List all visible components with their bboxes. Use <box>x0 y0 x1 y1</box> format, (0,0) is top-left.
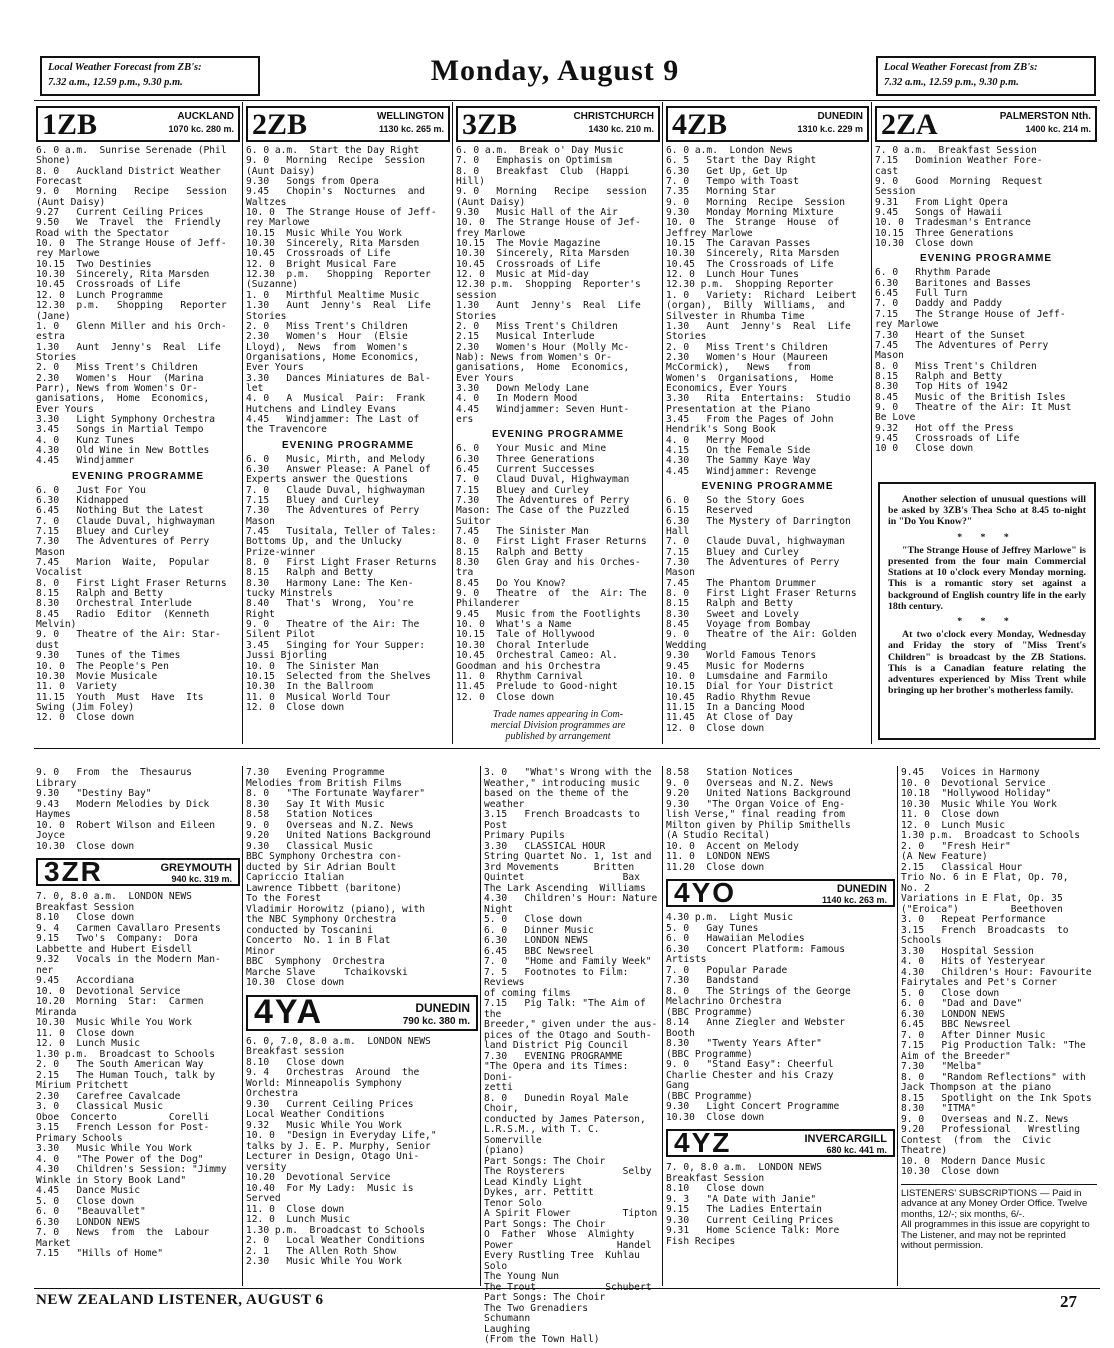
evening-schedule: 6. 0 Rhythm Parade 6.30 Baritones and Basses 6.45 Full Turn 7. 0 Daddy and Paddy 7.15 The Strange House of Jeff- rey Marlowe 7.30 Heart of the Sunset 7.45 The Adventures of Perry Mason 8. 0 Miss Trent's Children 8.15 Ralph and Betty 8.30 Top Hits of 1942 8.45 Music of the British Isles 9. 0 Theatre of the Air: It Must Be Love 9.32 Hot off the Press 9.45 Crossroads of Life 10 0 Close down <box>875 267 1072 455</box>
station-column-2za <box>875 106 1097 476</box>
station-frequency: 1430 kc. 210 m. <box>588 124 654 134</box>
weather-title: Local Weather Forecast from ZB's: <box>48 62 202 73</box>
day-schedule: 7. 0 a.m. Breakfast Session 7.15 Dominion Weather Fore- cast 9. 0 Good Morning Request Session 9.31 From Light Opera 9.45 Songs of Hawaii 10. 0 Tradesman's Entrance 10.15 Three Generations 10.30 Close down <box>875 145 1043 250</box>
station-header <box>36 106 240 142</box>
feature-paragraph: Another selection of unusual questions will be asked by 3ZB's Thea Scho at 8.45 to-night in "Do You Know?" <box>888 494 1086 528</box>
station-header-4ya <box>246 992 478 1031</box>
station-header <box>246 106 450 142</box>
evening-heading: EVENING PROGRAMME <box>491 429 624 441</box>
station-header-3zr <box>36 858 240 886</box>
station-callsign: 4ZB <box>672 108 728 141</box>
station-header <box>456 106 660 142</box>
station-header <box>875 106 1097 142</box>
station-column-4zb <box>666 106 869 746</box>
station-city: CHRISTCHURCH <box>573 111 654 122</box>
day-schedule: 6. 0 a.m. London News 6. 5 Start the Day Right 6.30 Get Up, Get Up 7. 0 Tempo with Toast 7.35 Morning Star 9. 0 Morning Recipe Session 9.30 Monday Morning Mixture 10. 0 The Strange House of Jeffrey Marlowe 10.15 The Caravan Passes 10.30 Sincerely, Rita Marsden 10.45 The Crossroads of Life 12. 0 Lunch Hour Tunes 12.30 p.m. Shopping Reporter 1. 0 Variety: Richard Leibert (organ), Billy Williams, and Silvester in Rhumba Time 1.30 Aunt Jenny's Real Life Stories 2. 0 Miss Trent's Children 2.30 Women's Hour (Maureen McCormick), News from Women's Organisations, Home Economics, Ever Yours 3.30 Rita Entertains: Studio Presentation at the Piano 3.45 From the Pages of John Hendrik's Song Book 4. 0 Merry Mood 4.15 On the Female Side 4.30 The Sammy Kaye Way 4.45 Windjammer: Revenge <box>666 145 857 477</box>
station-city: AUCKLAND <box>177 111 234 122</box>
lower-column-2 <box>246 768 478 1286</box>
evening-schedule: 6. 0 Music, Mirth, and Melody 6.30 Answer Please: A Panel of Experts answer the Questions 7. 0 Claude Duval, highwayman 7.15 Bluey and Curley 7.30 The Adventures of Perry Mason 7.45 Tusitala, Teller of Tales: Bottoms Up, and the Unlucky Prize-winner 8. 0 First Light Fraser Returns 8.15 Ralph and Betty 8.30 Harmony Lane: The Ken- tucky Minstrels 8.40 That's Wrong, You're Right 9. 0 Theatre of the Air: The Silent Pilot 3.45 Singing for Your Supper: Jussi Bjorling 10. 0 The Sinister Man 10.15 Selected from the Shelves 10.30 In the Ballroom 11. 0 Musical World Tour 12. 0 Close down <box>246 453 437 713</box>
station-frequency: 1310 k.c. 229 m <box>797 124 863 134</box>
page-number: 27 <box>1060 1292 1077 1311</box>
station-callsign: 3ZB <box>462 108 518 141</box>
weather-title: Local Weather Forecast from ZB's: <box>884 62 1038 73</box>
weather-times: 7.32 a.m., 12.59 p.m., 9.30 p.m. <box>884 77 1019 88</box>
page-title: Monday, August 9 <box>430 54 680 87</box>
weather-box-right <box>876 56 1096 96</box>
station-city: DUNEDIN <box>836 883 887 895</box>
station-city: GREYMOUTH <box>160 862 232 874</box>
station-frequency: 1400 kc. 214 m. <box>1025 124 1091 134</box>
station-callsign: 1ZB <box>42 108 98 141</box>
schedule-block: 7. 0, 8.0 a.m. LONDON NEWS Breakfast Session 8.10 Close down 9. 4 Carmen Cavallaro Presents 9.15 Two's Company: Dora Labbette and Hubert Eisdell 9.32 Vocals in the Modern Man- ner 9.45 Accordiana 10. 0 Devotional Service 10.20 Morning Star: Carmen Miranda 10.30 Music While You Work 11. 0 Close down 12. 0 Lunch Music 1.30 p.m. Broadcast to Schools 2. 0 The South American Way 2.15 The Human Touch, talk by Mirium Pritchett 2.30 Carefree Cavalcade 3. 0 Classical Music Oboe Concerto Corelli 3.15 French Lesson for Post- Primary Schools 3.30 Music While You Work 4. 0 "The Power of the Dog" 4.30 Children's Session: "Jimmy Winkle in Story Book Land" 4.45 Dance Music 5. 0 Close down 6. 0 "Beauvallet" 6.30 LONDON NEWS 7. 0 News from the Labour Market 7.15 "Hills of Home" <box>36 891 227 1259</box>
schedule-block: 3. 0 "What's Wrong with the Weather," introducing music based on the theme of the weather 3.15 French Broadcasts to Post Primary Pupils 3.30 CLASSICAL HOUR String Quartet No. 1, 1st and 3rd Movements Britten Quintet Bax The Lark Ascending Williams 4.30 Children's Hour: Nature Night 5. 0 Close down 6. 0 Dinner Music 6.30 LONDON NEWS 6.45 BBC Newsreel 7. 0 "Home and Family Week" 7. 5 Footnotes to Film: Reviews of coming films 7.15 Pig Talk: "The Aim of the Breeder," given under the aus- pices of the Otago and South- land District Pig Council 7.30 EVENING PROGRAMME "The Opera and its Times: Doni- zetti 8. 0 Dunedin Royal Male Choir, conducted by James Paterson, L.R.S.M., with T. C. Somerville (piano) Part Songs: The Choir The Roysterers Selby Lead Kindly Light Dykes, arr. Pettitt Tenor Solo A Spirit Flower Tipton Part Songs: The Choir O Father Whose Almighty Power Handel Every Rustling Tree Kuhlau Solo The Young Nun The Trout Schubert Part Songs: The Choir The Two Grenadiers Schumann Laughing (From the Town Hall) <box>484 767 658 1345</box>
station-frequency: 1070 kc. 280 m. <box>168 124 234 134</box>
schedule-block: 8.58 Station Notices 9. 0 Overseas and N.Z. News 9.20 United Nations Background 9.30 "The Organ Voice of Eng- lish Verse," final reading from Milton given by Philip Smithells (A Studio Recital) 10. 0 Accent on Melody 11. 0 LONDON NEWS 11.20 Close down <box>666 767 851 873</box>
schedule-block: 9.45 Voices in Harmony 10. 0 Devotional Service 10.18 "Hollywood Holiday" 10.30 Music While You Work 11. 0 Close down 12. 0 Lunch Music 1.30 p.m. Broadcast to Schools 2. 0 "Fresh Heir" (A New Feature) 2.15 Classical Hour Trio No. 6 in E Flat, Op. 70, No. 2 Variations in E Flat, Op. 35 ("Eroica") Beethoven 3. 0 Repeat Performance 3.15 French Broadcasts to Schools 3.30 Hospital Session 4. 0 Hits of Yesteryear 4.30 Children's Hour: Favourite Fairytales and Pet's Corner 5. 0 Close down 6. 0 "Dad and Dave" 6.30 LONDON NEWS 6.45 BBC Newsreel 7. 0 After Dinner Music 7.15 Pig Production Talk: "The Aim of the Breeder" 7.30 "Melba" 8. 0 "Random Reflections" with Jack Thompson at the piano 8.15 Spotlight on the Ink Spots 8.30 "ITMA" 9. 0 Overseas and N.Z. News 9.20 Professional Wrestling Contest (from the Civic Theatre) 10. 0 Modern Dance Music 10.30 Close down <box>901 767 1092 1177</box>
feature-paragraph: At two o'clock every Monday, Wednesday and Friday the story of "Miss Trent's Children" is broadcast by the ZB Stations. This is a Canadian feature relating the adventures experienced by Miss Trent while bringing up her brother's motherless family. <box>888 629 1086 697</box>
station-column-1zb <box>36 106 240 746</box>
day-schedule: 6. 0 a.m. Sunrise Serenade (Phil Shone) 8. 0 Auckland District Weather Forecast 9. 0 Morning Recipe Session (Aunt Daisy) 9.27 Current Ceiling Prices 9.50 We Travel the Friendly Road with the Spectator 10. 0 The Strange House of Jeff- rey Marlowe 10.15 Two Destinies 10.30 Sincerely, Rita Marsden 10.45 Crossroads of Life 12. 0 Lunch Programme 12.30 p.m. Shopping Reporter (Jane) 1. 0 Glenn Miller and his Orch- estra 1.30 Aunt Jenny's Real Life Stories 2. 0 Miss Trent's Children 2.30 Women's Hour (Marina Parr), News from Women's Or- ganisations, Home Economics, Ever Yours 3.30 Light Symphony Orchestra 3.45 Songs in Martial Tempo 4. 0 Kunz Tunes 4.30 Old Wine in New Bottles 4.45 Windjammer <box>36 145 227 467</box>
station-callsign: 4YO <box>674 877 737 908</box>
station-city: WELLINGTON <box>376 111 444 122</box>
evening-schedule: 6. 0 Just For You 6.30 Kidnapped 6.45 Nothing But the Latest 7. 0 Claude Duval, highwayman 7.15 Bluey and Curley 7.30 The Adventures of Perry Mason 7.45 Marion Waite, Popular Vocalist 8. 0 First Light Fraser Returns 8.15 Ralph and Betty 8.30 Orchestral Interlude 8.45 Radio Editor (Kenneth Melvin) 9. 0 Theatre of the Air: Star- dust 9.30 Tunes of the Times 10. 0 The People's Pen 10.30 Movie Musicale 11. 0 Variety 11.15 Youth Must Have Its Swing (Jim Foley) 12. 0 Close down <box>36 484 227 724</box>
lower-column-1 <box>36 768 240 1286</box>
evening-heading: EVENING PROGRAMME <box>71 470 204 482</box>
evening-schedule: 6. 0 Your Music and Mine 6.30 Three Generations 6.45 Current Successes 7. 0 Claud Duval, Highwayman 7.15 Bluey and Curley 7.30 The Adventures of Perry Mason: The Case of the Puzzled Suitor 7.45 The Sinister Man 8. 0 First Light Fraser Returns 8.15 Ralph and Betty 8.30 Glen Gray and his Orches- tra 8.45 Do You Know? 9. 0 Theatre of the Air: The Philanderer 9.45 Music from the Footlights 10. 0 What's a Name 10.15 Tale of Hollywood 10.30 Choral Interlude 10.45 Orchestral Cameo: Al. Goodman and his Orchestra 11. 0 Rhythm Carnival 11.45 Prelude to Good-night 12. 0 Close down <box>456 443 647 703</box>
schedule-block: 6. 0, 7.0, 8.0 a.m. LONDON NEWS Breakfast session 8.10 Close down 9. 4 Orchestras Around the World: Minneapolis Symphony Orchestra 9.30 Current Ceiling Prices Local Weather Conditions 9.32 Music While You Work 10. 0 "Design in Everyday Life," talks by J. E. P. Murphy, Senior Lecturer in Design, Otago Uni- versity 10.20 Devotional Service 10.40 For My Lady: Music is Served 11. 0 Close down 12. 0 Lunch Music 1.30 p.m. Broadcast to Schools 2. 0 Local Weather Conditions 2. 1 The Allen Roth Show 2.30 Music While You Work <box>246 1035 437 1267</box>
evening-schedule: 6. 0 So the Story Goes 6.15 Reserved 6.30 The Mystery of Darrington Hall 7. 0 Claude Duval, highwayman 7.15 Bluey and Curley 7.30 The Adventures of Perry Mason 7.45 The Phantom Drummer 8. 0 First Light Fraser Returns 8.15 Ralph and Betty 8.30 Sweet and Lovely 8.45 Voyage from Bombay 9. 0 Theatre of the Air: Golden Wedding 9.30 World Famous Tenors 9.45 Music for Moderns 10. 0 Lumsdaine and Farmilo 10.15 Dial for Your District 10.45 Radio Rhythm Revue 11.15 In a Dancing Mood 11.45 At Close of Day 12. 0 Close down <box>666 495 857 734</box>
subscriptions-notice: LISTENERS' SUBSCRIPTIONS — Paid in advance at any Money Order Office. Twelve months, 12/-; six months, 6/-. All programmes in this issue are copyright to The Listener, and may not be reprinted without permission. <box>901 1187 1090 1251</box>
star-divider: * * * <box>957 616 1017 628</box>
station-column-2zb <box>246 106 450 746</box>
schedule-block: 7.30 Evening Programme Melodies from British Films 8. 0 "The Fortunate Wayfarer" 8.30 Say It With Music 8.58 Station Notices 9. 0 Overseas and N.Z. News 9.20 United Nations Background 9.30 Classical Music BBC Symphony Orchestra con- ducted by Sir Adrian Boult Capriccio Italian Lawrence Tibbett (baritone) To the Forest Vladimir Horowitz (piano), with the NBC Symphony Orchestra conducted by Toscanini Concerto No. 1 in B Flat Minor BBC Symphony Orchestra Marche Slave Tchaikovski 10.30 Close down <box>246 767 431 988</box>
station-callsign: 4YZ <box>674 1127 732 1158</box>
station-city: DUNEDIN <box>415 1000 470 1015</box>
station-callsign: 2ZB <box>252 108 308 141</box>
day-schedule: 6. 0 a.m. Break o' Day Music 7. 0 Emphasis on Optimism 8. 0 Breakfast Club (Happi Hill) 9. 0 Morning Recipe session (Aunt Daisy) 9.30 Music Hall of the Air 10. 0 The Strange House of Jef- frey Marlowe 10.15 The Movie Magazine 10.30 Sincerely, Rita Marsden 10.45 Crossroads of Life 12. 0 Music at Mid-day 12.30 p.m. Shopping Reporter's session 1.30 Aunt Jenny's Real Life Stories 2. 0 Miss Trent's Children 2.15 Musical Interlude 2.30 Women's Hour (Molly Mc- Nab): News from Women's Or- ganisations, Home Economics, Ever Yours 3.30 Down Melody Lane 4. 0 In Modern Mood 4.45 Windjammer: Seven Hunt- ers <box>456 145 647 425</box>
lower-column-5 <box>901 768 1097 1286</box>
schedule-block: 9. 0 From the Thesaurus Library 9.30 "Destiny Bay" 9.43 Modern Melodies by Dick Haymes 10. 0 Robert Wilson and Eileen Joyce 10.30 Close down <box>36 767 216 852</box>
evening-heading: EVENING PROGRAMME <box>281 439 414 451</box>
schedule-block: 7. 0, 8.0 a.m. LONDON NEWS Breakfast Session 8.10 Close down 9. 3 "A Date with Janie" 9.15 The Ladies Entertain 9.30 Current Ceiling Prices 9.31 Home Science Talk: More Fish Recipes <box>666 1162 840 1247</box>
station-header <box>666 106 869 142</box>
weather-box-left <box>40 56 260 96</box>
station-header-4yz <box>666 1129 895 1157</box>
station-city: INVERCARGILL <box>804 1133 887 1145</box>
feature-paragraph: "The Strange House of Jeffrey Marlowe" is presented from the four main Commercial Stations at 10 o'clock every Monday morning. This is a romantic story set against a background of English country life in the early 18th century. <box>888 544 1086 612</box>
station-frequency: 940 kc. 319 m. <box>171 874 232 884</box>
footer-publication: NEW ZEALAND LISTENER, AUGUST 6 <box>36 1292 324 1308</box>
station-callsign: 3ZR <box>44 856 103 887</box>
station-header-4yo <box>666 879 895 907</box>
day-schedule: 6. 0 a.m. Start the Day Right 9. 0 Morning Recipe Session (Aunt Daisy) 9.30 Songs from Opera 9.45 Chopin's Nocturnes and Waltzes 10. 0 The Strange House of Jeff- rey Marlowe 10.15 Music While You Work 10.30 Sincerely, Rita Marsden 10.45 Crossroads of Life 12. 0 Bright Musical Fare 12.30 p.m. Shopping Reporter (Suzanne) 1. 0 Mirthful Mealtime Music 1.30 Aunt Jenny's Real Life Stories 2. 0 Miss Trent's Children 2.30 Women's Hour (Elsie Lloyd), News from Women's Organisations, Home Economics, Ever Yours 3.30 Dances Miniatures de Bal- let 4. 0 A Musical Pair: Frank Hutchens and Lindley Evans 4.45 Windjammer: The Last of the Travencore <box>246 145 437 436</box>
station-frequency: 1140 kc. 263 m. <box>821 895 887 905</box>
station-city: DUNEDIN <box>817 111 863 122</box>
evening-heading: EVENING PROGRAMME <box>919 253 1052 265</box>
station-callsign: 2ZA <box>881 108 938 141</box>
star-divider: * * * <box>957 531 1017 543</box>
station-column-3zb <box>456 106 660 746</box>
station-callsign: 4YA <box>254 992 324 1031</box>
trade-names-note: Trade names appearing in Com- mercial Division programmes are published by arrangement <box>490 708 626 742</box>
weather-times: 7.32 a.m., 12.59 p.m., 9.30 p.m. <box>48 77 183 88</box>
station-frequency: 790 kc. 380 m. <box>402 1015 470 1027</box>
schedule-block: 4.30 p.m. Light Music 5. 0 Gay Tunes 6. 0 Hawaiian Melodies 6.30 Concert Platform: Famous Artists 7. 0 Popular Parade 7.30 Bandstand 8. 0 The Strings of the George Melachrino Orchestra (BBC Programme) 8.14 Anne Ziegler and Webster Booth 8.30 "Twenty Years After" (BBC Programme) 9. 0 "Stand Easy": Cheerful Charlie Chester and his Crazy Gang (BBC Programme) 9.30 Light Concert Programme 10.30 Close down <box>666 912 851 1123</box>
station-city: PALMERSTON Nth. <box>999 111 1091 122</box>
lower-column-4 <box>666 768 895 1286</box>
feature-box <box>878 482 1096 740</box>
lower-column-3 <box>484 767 660 1345</box>
station-frequency: 680 kc. 441 m. <box>826 1145 887 1155</box>
station-frequency: 1130 kc. 265 m. <box>378 124 444 134</box>
evening-heading: EVENING PROGRAMME <box>701 481 834 492</box>
